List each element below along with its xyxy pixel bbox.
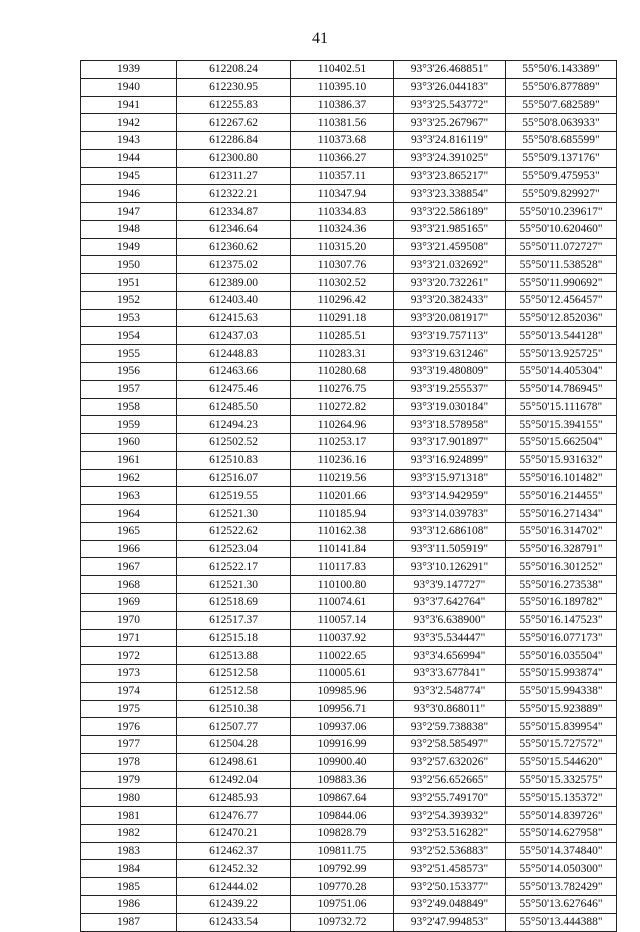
y-coordinate-cell: 109916.99 <box>291 736 394 754</box>
point-number-cell: 1963 <box>81 487 177 505</box>
y-coordinate-cell: 109900.40 <box>291 753 394 771</box>
table-row <box>81 167 617 185</box>
y-coordinate-cell: 110272.82 <box>291 398 394 416</box>
latitude-cell: 55°50'16.077173" <box>506 629 617 647</box>
x-coordinate-cell: 612517.37 <box>177 611 291 629</box>
longitude-cell: 93°3'4.656994" <box>394 647 506 665</box>
y-coordinate-cell: 110285.51 <box>291 327 394 345</box>
longitude-cell: 93°3'16.924899" <box>394 451 506 469</box>
point-number-cell: 1955 <box>81 345 177 363</box>
table-row <box>81 434 617 452</box>
x-coordinate-cell: 612444.02 <box>177 878 291 896</box>
point-number-cell: 1947 <box>81 203 177 221</box>
x-coordinate-cell: 612507.77 <box>177 718 291 736</box>
x-coordinate-cell: 612522.17 <box>177 558 291 576</box>
point-number-cell: 1958 <box>81 398 177 416</box>
point-number-cell: 1977 <box>81 736 177 754</box>
longitude-cell: 93°2'51.458573" <box>394 860 506 878</box>
y-coordinate-cell: 109883.36 <box>291 771 394 789</box>
latitude-cell: 55°50'16.328791" <box>506 540 617 558</box>
longitude-cell: 93°2'49.048849" <box>394 895 506 913</box>
table-row <box>81 96 617 114</box>
y-coordinate-cell: 110366.27 <box>291 149 394 167</box>
y-coordinate-cell: 110141.84 <box>291 540 394 558</box>
x-coordinate-cell: 612523.04 <box>177 540 291 558</box>
table-row <box>81 238 617 256</box>
x-coordinate-cell: 612267.62 <box>177 114 291 132</box>
y-coordinate-cell: 110117.83 <box>291 558 394 576</box>
table-row <box>81 540 617 558</box>
x-coordinate-cell: 612255.83 <box>177 96 291 114</box>
y-coordinate-cell: 110276.75 <box>291 380 394 398</box>
y-coordinate-cell: 110100.80 <box>291 576 394 594</box>
table-row <box>81 380 617 398</box>
table-row <box>81 274 617 292</box>
table-row <box>81 132 617 150</box>
latitude-cell: 55°50'16.301252" <box>506 558 617 576</box>
point-number-cell: 1959 <box>81 416 177 434</box>
table-row <box>81 736 617 754</box>
latitude-cell: 55°50'15.727572" <box>506 736 617 754</box>
point-number-cell: 1960 <box>81 434 177 452</box>
longitude-cell: 93°3'20.081917" <box>394 309 506 327</box>
latitude-cell: 55°50'9.475953" <box>506 167 617 185</box>
longitude-cell: 93°3'5.534447" <box>394 629 506 647</box>
x-coordinate-cell: 612439.22 <box>177 895 291 913</box>
longitude-cell: 93°3'19.631246" <box>394 345 506 363</box>
longitude-cell: 93°3'22.586189" <box>394 203 506 221</box>
table-row <box>81 416 617 434</box>
longitude-cell: 93°3'9.147727" <box>394 576 506 594</box>
longitude-cell: 93°3'17.901897" <box>394 434 506 452</box>
point-number-cell: 1962 <box>81 469 177 487</box>
point-number-cell: 1952 <box>81 291 177 309</box>
coordinates-table-body <box>81 61 617 932</box>
table-row <box>81 611 617 629</box>
table-row <box>81 558 617 576</box>
x-coordinate-cell: 612512.58 <box>177 682 291 700</box>
table-row <box>81 149 617 167</box>
y-coordinate-cell: 109811.75 <box>291 842 394 860</box>
longitude-cell: 93°2'50.153377" <box>394 878 506 896</box>
latitude-cell: 55°50'16.271434" <box>506 505 617 523</box>
longitude-cell: 93°3'2.548774" <box>394 682 506 700</box>
latitude-cell: 55°50'12.456457" <box>506 291 617 309</box>
point-number-cell: 1971 <box>81 629 177 647</box>
latitude-cell: 55°50'6.877889" <box>506 78 617 96</box>
point-number-cell: 1979 <box>81 771 177 789</box>
y-coordinate-cell: 110283.31 <box>291 345 394 363</box>
longitude-cell: 93°3'19.480809" <box>394 363 506 381</box>
point-number-cell: 1951 <box>81 274 177 292</box>
x-coordinate-cell: 612437.03 <box>177 327 291 345</box>
y-coordinate-cell: 110373.68 <box>291 132 394 150</box>
point-number-cell: 1985 <box>81 878 177 896</box>
x-coordinate-cell: 612311.27 <box>177 167 291 185</box>
longitude-cell: 93°3'0.868011" <box>394 700 506 718</box>
latitude-cell: 55°50'8.063933" <box>506 114 617 132</box>
y-coordinate-cell: 110253.17 <box>291 434 394 452</box>
latitude-cell: 55°50'15.993874" <box>506 665 617 683</box>
latitude-cell: 55°50'15.135372" <box>506 789 617 807</box>
y-coordinate-cell: 109732.72 <box>291 913 394 931</box>
point-number-cell: 1945 <box>81 167 177 185</box>
longitude-cell: 93°3'14.942959" <box>394 487 506 505</box>
latitude-cell: 55°50'16.273538" <box>506 576 617 594</box>
x-coordinate-cell: 612476.77 <box>177 807 291 825</box>
y-coordinate-cell: 110296.42 <box>291 291 394 309</box>
y-coordinate-cell: 110334.83 <box>291 203 394 221</box>
table-row <box>81 345 617 363</box>
y-coordinate-cell: 110324.36 <box>291 220 394 238</box>
table-row <box>81 256 617 274</box>
table-row <box>81 522 617 540</box>
table-row <box>81 398 617 416</box>
point-number-cell: 1967 <box>81 558 177 576</box>
table-row <box>81 913 617 931</box>
x-coordinate-cell: 612510.38 <box>177 700 291 718</box>
latitude-cell: 55°50'11.072727" <box>506 238 617 256</box>
latitude-cell: 55°50'16.189782" <box>506 593 617 611</box>
table-row <box>81 220 617 238</box>
y-coordinate-cell: 109985.96 <box>291 682 394 700</box>
table-row <box>81 61 617 79</box>
table-row <box>81 629 617 647</box>
table-row <box>81 78 617 96</box>
x-coordinate-cell: 612322.21 <box>177 185 291 203</box>
table-row <box>81 114 617 132</box>
x-coordinate-cell: 612485.93 <box>177 789 291 807</box>
longitude-cell: 93°3'19.757113" <box>394 327 506 345</box>
x-coordinate-cell: 612360.62 <box>177 238 291 256</box>
point-number-cell: 1965 <box>81 522 177 540</box>
x-coordinate-cell: 612470.21 <box>177 824 291 842</box>
latitude-cell: 55°50'15.931632" <box>506 451 617 469</box>
point-number-cell: 1981 <box>81 807 177 825</box>
y-coordinate-cell: 110357.11 <box>291 167 394 185</box>
y-coordinate-cell: 109956.71 <box>291 700 394 718</box>
latitude-cell: 55°50'16.147523" <box>506 611 617 629</box>
longitude-cell: 93°2'56.652665" <box>394 771 506 789</box>
point-number-cell: 1976 <box>81 718 177 736</box>
longitude-cell: 93°2'47.994853" <box>394 913 506 931</box>
table-row <box>81 682 617 700</box>
point-number-cell: 1954 <box>81 327 177 345</box>
table-row <box>81 593 617 611</box>
table-row <box>81 309 617 327</box>
longitude-cell: 93°2'55.749170" <box>394 789 506 807</box>
y-coordinate-cell: 110291.18 <box>291 309 394 327</box>
y-coordinate-cell: 109792.99 <box>291 860 394 878</box>
point-number-cell: 1984 <box>81 860 177 878</box>
table-row <box>81 771 617 789</box>
latitude-cell: 55°50'15.544620" <box>506 753 617 771</box>
x-coordinate-cell: 612230.95 <box>177 78 291 96</box>
latitude-cell: 55°50'11.990692" <box>506 274 617 292</box>
y-coordinate-cell: 110395.10 <box>291 78 394 96</box>
x-coordinate-cell: 612512.58 <box>177 665 291 683</box>
latitude-cell: 55°50'14.050300" <box>506 860 617 878</box>
table-row <box>81 505 617 523</box>
point-number-cell: 1966 <box>81 540 177 558</box>
point-number-cell: 1943 <box>81 132 177 150</box>
latitude-cell: 55°50'14.374840" <box>506 842 617 860</box>
longitude-cell: 93°2'58.585497" <box>394 736 506 754</box>
point-number-cell: 1953 <box>81 309 177 327</box>
x-coordinate-cell: 612300.80 <box>177 149 291 167</box>
table-row <box>81 647 617 665</box>
y-coordinate-cell: 110315.20 <box>291 238 394 256</box>
x-coordinate-cell: 612389.00 <box>177 274 291 292</box>
latitude-cell: 55°50'15.111678" <box>506 398 617 416</box>
x-coordinate-cell: 612510.83 <box>177 451 291 469</box>
x-coordinate-cell: 612498.61 <box>177 753 291 771</box>
latitude-cell: 55°50'16.101482" <box>506 469 617 487</box>
latitude-cell: 55°50'7.682589" <box>506 96 617 114</box>
point-number-cell: 1944 <box>81 149 177 167</box>
latitude-cell: 55°50'9.137176" <box>506 149 617 167</box>
longitude-cell: 93°3'10.126291" <box>394 558 506 576</box>
x-coordinate-cell: 612521.30 <box>177 505 291 523</box>
y-coordinate-cell: 109828.79 <box>291 824 394 842</box>
coordinates-table <box>80 60 617 932</box>
table-row <box>81 700 617 718</box>
x-coordinate-cell: 612346.64 <box>177 220 291 238</box>
table-row <box>81 824 617 842</box>
latitude-cell: 55°50'13.627646" <box>506 895 617 913</box>
longitude-cell: 93°3'7.642764" <box>394 593 506 611</box>
y-coordinate-cell: 110185.94 <box>291 505 394 523</box>
table-row <box>81 291 617 309</box>
y-coordinate-cell: 110264.96 <box>291 416 394 434</box>
longitude-cell: 93°3'19.030184" <box>394 398 506 416</box>
point-number-cell: 1973 <box>81 665 177 683</box>
table-row <box>81 878 617 896</box>
x-coordinate-cell: 612475.46 <box>177 380 291 398</box>
point-number-cell: 1972 <box>81 647 177 665</box>
y-coordinate-cell: 110381.56 <box>291 114 394 132</box>
x-coordinate-cell: 612522.62 <box>177 522 291 540</box>
y-coordinate-cell: 109770.28 <box>291 878 394 896</box>
longitude-cell: 93°3'18.578958" <box>394 416 506 434</box>
latitude-cell: 55°50'6.143389" <box>506 61 617 79</box>
latitude-cell: 55°50'14.627958" <box>506 824 617 842</box>
table-row <box>81 753 617 771</box>
x-coordinate-cell: 612462.37 <box>177 842 291 860</box>
longitude-cell: 93°3'25.267967" <box>394 114 506 132</box>
longitude-cell: 93°3'20.732261" <box>394 274 506 292</box>
table-row <box>81 576 617 594</box>
point-number-cell: 1982 <box>81 824 177 842</box>
longitude-cell: 93°3'21.032692" <box>394 256 506 274</box>
table-row <box>81 789 617 807</box>
latitude-cell: 55°50'16.214455" <box>506 487 617 505</box>
y-coordinate-cell: 110037.92 <box>291 629 394 647</box>
x-coordinate-cell: 612518.69 <box>177 593 291 611</box>
y-coordinate-cell: 110402.51 <box>291 61 394 79</box>
table-row <box>81 807 617 825</box>
latitude-cell: 55°50'14.405304" <box>506 363 617 381</box>
point-number-cell: 1980 <box>81 789 177 807</box>
point-number-cell: 1969 <box>81 593 177 611</box>
latitude-cell: 55°50'14.786945" <box>506 380 617 398</box>
point-number-cell: 1957 <box>81 380 177 398</box>
x-coordinate-cell: 612415.63 <box>177 309 291 327</box>
table-row <box>81 665 617 683</box>
longitude-cell: 93°3'24.816119" <box>394 132 506 150</box>
y-coordinate-cell: 110280.68 <box>291 363 394 381</box>
latitude-cell: 55°50'15.923889" <box>506 700 617 718</box>
x-coordinate-cell: 612208.24 <box>177 61 291 79</box>
x-coordinate-cell: 612515.18 <box>177 629 291 647</box>
table-row <box>81 860 617 878</box>
point-number-cell: 1978 <box>81 753 177 771</box>
y-coordinate-cell: 110022.65 <box>291 647 394 665</box>
point-number-cell: 1946 <box>81 185 177 203</box>
point-number-cell: 1987 <box>81 913 177 931</box>
point-number-cell: 1975 <box>81 700 177 718</box>
latitude-cell: 55°50'15.839954" <box>506 718 617 736</box>
y-coordinate-cell: 109844.06 <box>291 807 394 825</box>
longitude-cell: 93°3'24.391025" <box>394 149 506 167</box>
latitude-cell: 55°50'10.239617" <box>506 203 617 221</box>
x-coordinate-cell: 612463.66 <box>177 363 291 381</box>
y-coordinate-cell: 110162.38 <box>291 522 394 540</box>
point-number-cell: 1942 <box>81 114 177 132</box>
x-coordinate-cell: 612403.40 <box>177 291 291 309</box>
table-row <box>81 203 617 221</box>
point-number-cell: 1983 <box>81 842 177 860</box>
latitude-cell: 55°50'15.994338" <box>506 682 617 700</box>
y-coordinate-cell: 110307.76 <box>291 256 394 274</box>
latitude-cell: 55°50'8.685599" <box>506 132 617 150</box>
point-number-cell: 1968 <box>81 576 177 594</box>
longitude-cell: 93°3'15.971318" <box>394 469 506 487</box>
y-coordinate-cell: 110347.94 <box>291 185 394 203</box>
longitude-cell: 93°3'6.638900" <box>394 611 506 629</box>
table-row <box>81 842 617 860</box>
table-row <box>81 487 617 505</box>
longitude-cell: 93°3'23.338854" <box>394 185 506 203</box>
point-number-cell: 1939 <box>81 61 177 79</box>
longitude-cell: 93°3'19.255537" <box>394 380 506 398</box>
latitude-cell: 55°50'13.444388" <box>506 913 617 931</box>
x-coordinate-cell: 612485.50 <box>177 398 291 416</box>
latitude-cell: 55°50'16.035504" <box>506 647 617 665</box>
point-number-cell: 1956 <box>81 363 177 381</box>
longitude-cell: 93°2'59.738838" <box>394 718 506 736</box>
latitude-cell: 55°50'11.538528" <box>506 256 617 274</box>
table-row <box>81 363 617 381</box>
point-number-cell: 1948 <box>81 220 177 238</box>
y-coordinate-cell: 110236.16 <box>291 451 394 469</box>
x-coordinate-cell: 612286.84 <box>177 132 291 150</box>
table-row <box>81 327 617 345</box>
y-coordinate-cell: 110302.52 <box>291 274 394 292</box>
y-coordinate-cell: 110057.14 <box>291 611 394 629</box>
y-coordinate-cell: 110219.56 <box>291 469 394 487</box>
latitude-cell: 55°50'15.662504" <box>506 434 617 452</box>
longitude-cell: 93°3'23.865217" <box>394 167 506 185</box>
x-coordinate-cell: 612504.28 <box>177 736 291 754</box>
y-coordinate-cell: 109751.06 <box>291 895 394 913</box>
y-coordinate-cell: 110005.61 <box>291 665 394 683</box>
latitude-cell: 55°50'9.829927" <box>506 185 617 203</box>
longitude-cell: 93°2'52.536883" <box>394 842 506 860</box>
y-coordinate-cell: 110386.37 <box>291 96 394 114</box>
latitude-cell: 55°50'15.394155" <box>506 416 617 434</box>
longitude-cell: 93°3'26.468851" <box>394 61 506 79</box>
longitude-cell: 93°3'21.985165" <box>394 220 506 238</box>
point-number-cell: 1950 <box>81 256 177 274</box>
longitude-cell: 93°2'57.632026" <box>394 753 506 771</box>
x-coordinate-cell: 612433.54 <box>177 913 291 931</box>
x-coordinate-cell: 612492.04 <box>177 771 291 789</box>
latitude-cell: 55°50'14.839726" <box>506 807 617 825</box>
y-coordinate-cell: 110074.61 <box>291 593 394 611</box>
x-coordinate-cell: 612334.87 <box>177 203 291 221</box>
longitude-cell: 93°3'20.382433" <box>394 291 506 309</box>
x-coordinate-cell: 612448.83 <box>177 345 291 363</box>
table-row <box>81 451 617 469</box>
point-number-cell: 1970 <box>81 611 177 629</box>
latitude-cell: 55°50'13.782429" <box>506 878 617 896</box>
latitude-cell: 55°50'13.544128" <box>506 327 617 345</box>
point-number-cell: 1941 <box>81 96 177 114</box>
table-row <box>81 185 617 203</box>
longitude-cell: 93°3'3.677841" <box>394 665 506 683</box>
longitude-cell: 93°3'26.044183" <box>394 78 506 96</box>
point-number-cell: 1961 <box>81 451 177 469</box>
longitude-cell: 93°3'11.505919" <box>394 540 506 558</box>
latitude-cell: 55°50'12.852036" <box>506 309 617 327</box>
table-row <box>81 718 617 736</box>
longitude-cell: 93°3'12.686108" <box>394 522 506 540</box>
latitude-cell: 55°50'13.925725" <box>506 345 617 363</box>
y-coordinate-cell: 109867.64 <box>291 789 394 807</box>
x-coordinate-cell: 612516.07 <box>177 469 291 487</box>
page-number: 41 <box>312 30 328 47</box>
point-number-cell: 1964 <box>81 505 177 523</box>
longitude-cell: 93°2'54.393932" <box>394 807 506 825</box>
point-number-cell: 1974 <box>81 682 177 700</box>
point-number-cell: 1949 <box>81 238 177 256</box>
table-row <box>81 895 617 913</box>
table-row <box>81 469 617 487</box>
latitude-cell: 55°50'10.620460" <box>506 220 617 238</box>
point-number-cell: 1940 <box>81 78 177 96</box>
x-coordinate-cell: 612513.88 <box>177 647 291 665</box>
longitude-cell: 93°3'14.039783" <box>394 505 506 523</box>
x-coordinate-cell: 612502.52 <box>177 434 291 452</box>
x-coordinate-cell: 612519.55 <box>177 487 291 505</box>
y-coordinate-cell: 110201.66 <box>291 487 394 505</box>
x-coordinate-cell: 612452.32 <box>177 860 291 878</box>
x-coordinate-cell: 612494.23 <box>177 416 291 434</box>
y-coordinate-cell: 109937.06 <box>291 718 394 736</box>
longitude-cell: 93°3'25.543772" <box>394 96 506 114</box>
x-coordinate-cell: 612375.02 <box>177 256 291 274</box>
longitude-cell: 93°2'53.516282" <box>394 824 506 842</box>
point-number-cell: 1986 <box>81 895 177 913</box>
longitude-cell: 93°3'21.459508" <box>394 238 506 256</box>
latitude-cell: 55°50'15.332575" <box>506 771 617 789</box>
latitude-cell: 55°50'16.314702" <box>506 522 617 540</box>
x-coordinate-cell: 612521.30 <box>177 576 291 594</box>
